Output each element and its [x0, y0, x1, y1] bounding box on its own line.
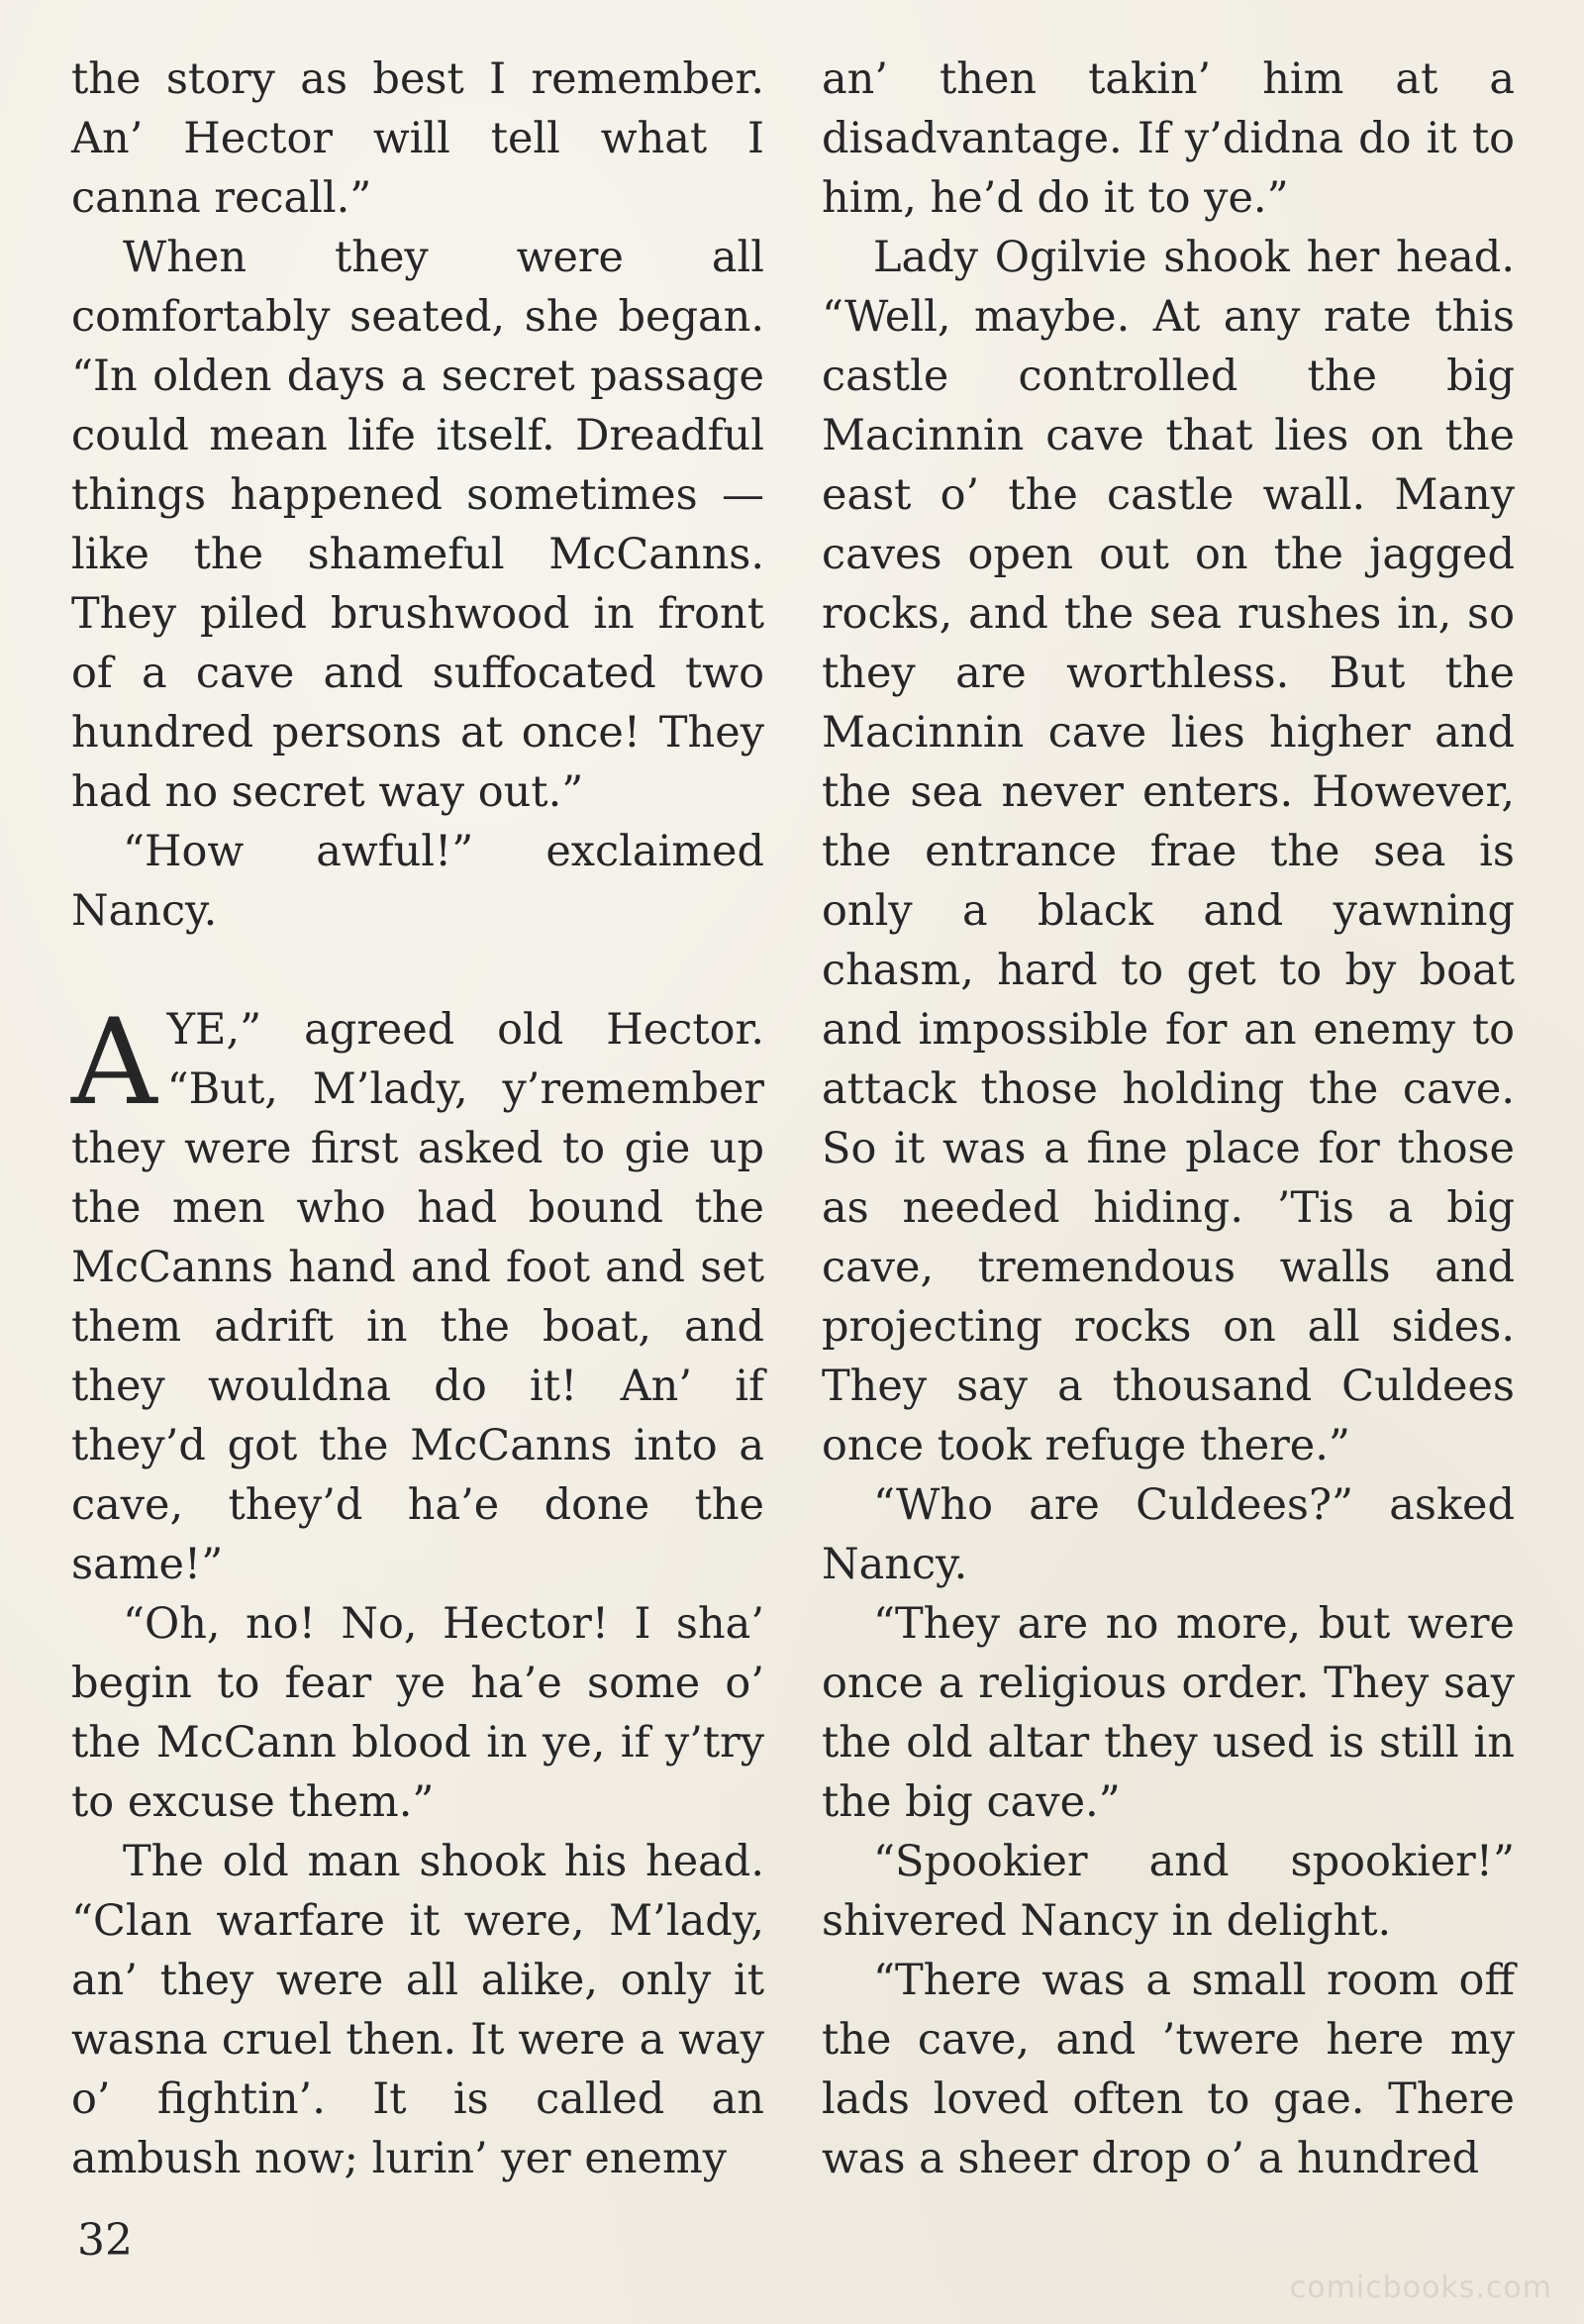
paragraph-text: YE,” agreed old Hector. “But, M’lady, y’remember they were first asked to gie up the men who had bound the McCanns hand and foot and set them adrift in the boat, and they wouldna do it! An’ if they’d got the McCanns into a cave, they’d ha’e done the same!” — [71, 1005, 764, 1589]
dropcap-paragraph — [71, 994, 764, 1594]
paragraph: The old man shook his head. “Clan warfare it were, M’lady, an’ they were all alike, only it wasna cruel then. It were a way o’ fightin’. It is called an ambush now; lurin’ yer enemy — [71, 1837, 764, 2183]
paragraph: “Oh, no! No, Hector! I sha’ begin to fear ye ha’e some o’ the McCann blood in ye, if y’try to excuse them.” — [71, 1599, 764, 1827]
watermark: comicbooks.com — [1289, 2271, 1552, 2305]
section-break — [71, 941, 764, 1000]
paragraph: “How awful!” exclaimed Nancy. — [71, 827, 764, 936]
drop-cap: A — [71, 994, 157, 1132]
page-number: 32 — [77, 2215, 133, 2266]
paragraph: When they were all comfortably seated, she began. “In olden days a secret passage could mean life itself. Dreadful things happened sometimes — like the shameful McCanns. They piled brushwood in front of a cave and suffocated two hundred persons at once! They had no secret way out.” — [71, 233, 764, 817]
paragraph: “Who are Culdees?” asked Nancy. — [822, 1480, 1515, 1589]
paragraph: “Spookier and spookier!” shivered Nancy in delight. — [822, 1837, 1515, 1946]
left-column — [71, 50, 764, 2188]
paragraph: “They are no more, but were once a religious order. They say the old altar they used is still in the big cave.” — [822, 1599, 1515, 1827]
paragraph: an’ then takin’ him at a disadvantage. If y’didna do it to him, he’d do it to ye.” — [822, 54, 1515, 223]
paragraph: the story as best I remember. An’ Hector will tell what I canna recall.” — [71, 54, 764, 223]
paragraph: “There was a small room off the cave, and ’twere here my lads loved often to gae. There was a sheer drop o’ a hundred — [822, 1956, 1515, 2183]
right-column — [822, 50, 1515, 2188]
paragraph: Lady Ogilvie shook her head. “Well, maybe. At any rate this castle controlled the big Macinnin cave that lies on the east o’ the castle wall. Many caves open out on the jagged rocks, and the sea rushes in, so they are worthless. But the Macinnin cave lies higher and the sea never enters. However, the entrance frae the sea is only a black and yawning chasm, hard to get to by boat and impossible for an enemy to attack those holding the cave. So it was a fine place for those as needed hiding. ’Tis a big cave, tremendous walls and projecting rocks on all sides. They say a thousand Culdees once took refuge there.” — [822, 233, 1515, 1470]
